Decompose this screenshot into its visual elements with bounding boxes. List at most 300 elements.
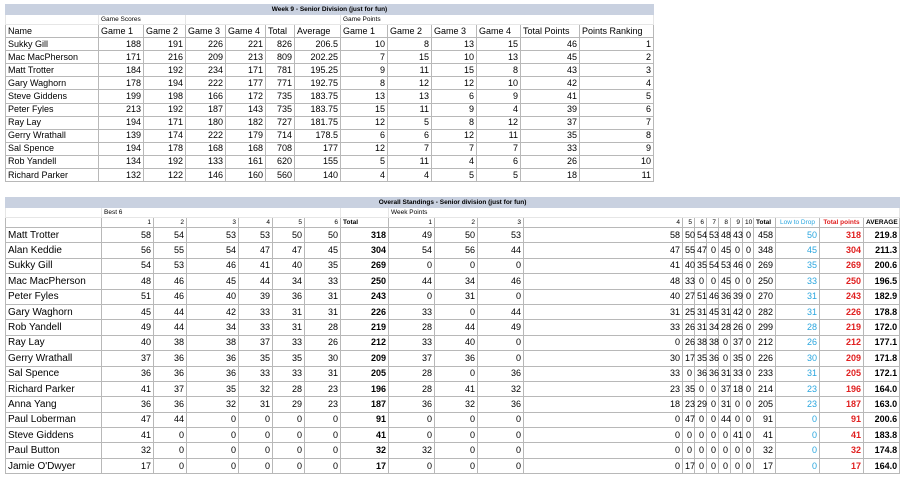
- standings-cell: 270: [754, 289, 776, 304]
- week-cell: 41: [521, 90, 580, 103]
- standings-cell: 183.8: [864, 428, 900, 443]
- standings-cell: 0: [187, 443, 239, 458]
- week-cell: 188: [99, 38, 144, 51]
- week-cell: 187: [186, 103, 226, 116]
- standings-cell: 33: [524, 320, 683, 335]
- standings-cell: 31: [305, 304, 341, 319]
- overall-header-cell: AVERAGE: [864, 218, 900, 228]
- standings-cell: 44: [154, 304, 187, 319]
- overall-header-cell: 4: [239, 218, 273, 228]
- player-name: Steve Giddens: [6, 90, 99, 103]
- overall-header-cell: 2: [154, 218, 187, 228]
- week-cell: 178.5: [295, 129, 341, 142]
- player-name: Peter Fyles: [6, 103, 99, 116]
- standings-cell: 46: [154, 274, 187, 289]
- player-name: Sal Spence: [6, 366, 102, 381]
- standings-cell: 0: [239, 428, 273, 443]
- week-header-cell: Game 2: [144, 25, 186, 38]
- week-cell: 39: [521, 103, 580, 116]
- week-cell: 7: [341, 51, 388, 64]
- standings-cell: 23: [305, 397, 341, 412]
- standings-cell: 0: [683, 428, 695, 443]
- standings-cell: 0: [776, 412, 820, 427]
- standings-cell: 33: [524, 366, 683, 381]
- standings-cell: 55: [683, 243, 695, 258]
- standings-cell: 36: [102, 366, 154, 381]
- week-cell: 168: [226, 142, 266, 155]
- standings-cell: 45: [719, 243, 731, 258]
- standings-cell: 31: [776, 289, 820, 304]
- standings-cell: 0: [743, 458, 754, 473]
- standings-cell: 33: [305, 274, 341, 289]
- week-cell: 192: [144, 155, 186, 168]
- standings-cell: 0: [435, 304, 478, 319]
- standings-cell: 0: [743, 228, 754, 243]
- standings-cell: 36: [187, 366, 239, 381]
- week-cell: 4: [432, 155, 477, 168]
- standings-cell: 31: [305, 366, 341, 381]
- standings-cell: 0: [478, 258, 524, 273]
- standings-cell: 250: [341, 274, 389, 289]
- overall-header-cell: Total: [341, 218, 389, 228]
- standings-cell: 304: [341, 243, 389, 258]
- standings-cell: 40: [273, 258, 305, 273]
- standings-cell: 23: [776, 381, 820, 396]
- week-cell: 7: [580, 116, 654, 129]
- standings-cell: 38: [707, 335, 719, 350]
- week-cell: 35: [521, 129, 580, 142]
- week-row: [6, 116, 654, 129]
- standings-cell: 55: [154, 243, 187, 258]
- overall-header-cell: Total: [754, 218, 776, 228]
- standings-cell: 243: [820, 289, 864, 304]
- overall-header-cell: 3: [187, 218, 239, 228]
- standings-cell: 33: [239, 366, 273, 381]
- standings-cell: 0: [776, 458, 820, 473]
- standings-cell: 33: [389, 335, 435, 350]
- standings-cell: 0: [743, 304, 754, 319]
- week-cell: 12: [432, 77, 477, 90]
- standings-cell: 17: [102, 458, 154, 473]
- standings-row: [6, 335, 900, 350]
- standings-cell: 54: [102, 258, 154, 273]
- standings-cell: 282: [754, 304, 776, 319]
- player-name: Mac MacPherson: [6, 51, 99, 64]
- standings-cell: 0: [154, 428, 187, 443]
- standings-cell: 37: [154, 381, 187, 396]
- player-name: Alan Keddie: [6, 243, 102, 258]
- standings-cell: 36: [154, 366, 187, 381]
- standings-cell: 56: [435, 243, 478, 258]
- standings-cell: 39: [731, 289, 743, 304]
- standings-cell: 53: [478, 228, 524, 243]
- standings-cell: 233: [754, 366, 776, 381]
- standings-cell: 27: [683, 289, 695, 304]
- week-cell: 194: [99, 142, 144, 155]
- standings-cell: 0: [273, 428, 305, 443]
- player-name: Rob Yandell: [6, 320, 102, 335]
- standings-cell: 0: [389, 458, 435, 473]
- standings-cell: 0: [695, 381, 707, 396]
- standings-cell: 45: [102, 304, 154, 319]
- player-name: Peter Fyles: [6, 289, 102, 304]
- week-cell: 26: [521, 155, 580, 168]
- standings-cell: 41: [102, 381, 154, 396]
- standings-cell: 219: [341, 320, 389, 335]
- standings-cell: 33: [776, 274, 820, 289]
- standings-cell: 50: [305, 228, 341, 243]
- standings-cell: 0: [743, 289, 754, 304]
- standings-cell: 33: [239, 304, 273, 319]
- standings-cell: 212: [754, 335, 776, 350]
- standings-cell: 31: [776, 304, 820, 319]
- week-header-cell: Game 2: [388, 25, 432, 38]
- standings-cell: 211.3: [864, 243, 900, 258]
- week-cell: 11: [388, 155, 432, 168]
- week-cell: 222: [186, 77, 226, 90]
- week-cell: 6: [341, 129, 388, 142]
- week-cell: 5: [580, 90, 654, 103]
- standings-cell: 0: [719, 458, 731, 473]
- week-cell: 12: [341, 116, 388, 129]
- standings-cell: 0: [305, 443, 341, 458]
- week-cell: 11: [388, 64, 432, 77]
- standings-cell: 0: [305, 458, 341, 473]
- standings-cell: 0: [524, 335, 683, 350]
- week-cell: 180: [186, 116, 226, 129]
- standings-cell: 36: [273, 289, 305, 304]
- standings-cell: 0: [743, 243, 754, 258]
- standings-cell: 196.5: [864, 274, 900, 289]
- standings-cell: 196: [820, 381, 864, 396]
- standings-cell: 36: [478, 397, 524, 412]
- standings-cell: 37: [719, 381, 731, 396]
- standings-cell: 0: [273, 412, 305, 427]
- player-name: Rob Yandell: [6, 155, 99, 168]
- standings-cell: 0: [683, 443, 695, 458]
- standings-cell: 31: [719, 366, 731, 381]
- standings-cell: 34: [187, 320, 239, 335]
- week-cell: 735: [266, 103, 295, 116]
- standings-cell: 35: [695, 351, 707, 366]
- standings-row: [6, 258, 900, 273]
- standings-cell: 177.1: [864, 335, 900, 350]
- player-name: Richard Parker: [6, 381, 102, 396]
- week-points-group-label: Week Points: [389, 208, 900, 218]
- standings-cell: 47: [524, 243, 683, 258]
- standings-cell: 33: [273, 335, 305, 350]
- standings-cell: 28: [273, 381, 305, 396]
- standings-cell: 0: [187, 458, 239, 473]
- standings-cell: 32: [102, 443, 154, 458]
- week-cell: 181.75: [295, 116, 341, 129]
- player-name: Mac MacPherson: [6, 274, 102, 289]
- standings-cell: 0: [707, 443, 719, 458]
- standings-cell: 36: [478, 366, 524, 381]
- standings-cell: 32: [187, 397, 239, 412]
- week-cell: 184: [99, 64, 144, 77]
- standings-cell: 0: [776, 443, 820, 458]
- player-name: Paul Button: [6, 443, 102, 458]
- standings-cell: 40: [187, 289, 239, 304]
- week-cell: 179: [226, 129, 266, 142]
- week-cell: 708: [266, 142, 295, 155]
- best6-group-label: Best 6: [102, 208, 341, 218]
- overall-header-cell: 6: [695, 218, 707, 228]
- standings-cell: 38: [695, 335, 707, 350]
- standings-cell: 0: [707, 243, 719, 258]
- week-cell: 620: [266, 155, 295, 168]
- standings-cell: 35: [239, 351, 273, 366]
- game-points-group-label: Game Points: [341, 15, 654, 25]
- standings-cell: 0: [719, 428, 731, 443]
- week-cell: 4: [477, 103, 521, 116]
- week-cell: 11: [580, 169, 654, 182]
- standings-cell: 32: [820, 443, 864, 458]
- standings-cell: 33: [683, 274, 695, 289]
- week-cell: 9: [580, 142, 654, 155]
- week-cell: 172: [226, 90, 266, 103]
- standings-cell: 32: [435, 397, 478, 412]
- standings-cell: 25: [683, 304, 695, 319]
- player-name: Gary Waghorn: [6, 77, 99, 90]
- player-name: Anna Yang: [6, 397, 102, 412]
- standings-cell: 250: [754, 274, 776, 289]
- overall-header-cell: 3: [478, 218, 524, 228]
- week-cell: 809: [266, 51, 295, 64]
- week-cell: 213: [99, 103, 144, 116]
- overall-header-cell: 6: [305, 218, 341, 228]
- standings-cell: 54: [187, 243, 239, 258]
- standings-cell: 32: [389, 443, 435, 458]
- standings-cell: 0: [731, 443, 743, 458]
- standings-cell: 45: [707, 304, 719, 319]
- standings-cell: 35: [305, 258, 341, 273]
- week-cell: 122: [144, 169, 186, 182]
- standings-cell: 53: [239, 228, 273, 243]
- standings-cell: 32: [341, 443, 389, 458]
- overall-header-cell: 5: [273, 218, 305, 228]
- week-row: [6, 77, 654, 90]
- standings-cell: 51: [102, 289, 154, 304]
- week-cell: 5: [477, 169, 521, 182]
- standings-cell: 58: [102, 228, 154, 243]
- standings-cell: 44: [154, 320, 187, 335]
- standings-cell: 0: [435, 428, 478, 443]
- week-cell: 192: [144, 103, 186, 116]
- standings-cell: 17: [683, 458, 695, 473]
- week-header-cell: Total: [266, 25, 295, 38]
- week-cell: 5: [341, 155, 388, 168]
- standings-cell: 44: [478, 304, 524, 319]
- standings-cell: 47: [239, 243, 273, 258]
- standings-cell: 0: [478, 351, 524, 366]
- week-cell: 133: [186, 155, 226, 168]
- week-cell: 134: [99, 155, 144, 168]
- standings-cell: 36: [707, 351, 719, 366]
- standings-cell: 0: [719, 335, 731, 350]
- standings-cell: 0: [524, 458, 683, 473]
- standings-cell: 212: [341, 335, 389, 350]
- week-cell: 194: [99, 116, 144, 129]
- week-row: [6, 142, 654, 155]
- standings-cell: 36: [719, 289, 731, 304]
- standings-cell: 45: [719, 274, 731, 289]
- week9-title: Week 9 - Senior Division (just for fun): [6, 5, 654, 15]
- standings-cell: 31: [239, 397, 273, 412]
- standings-cell: 36: [389, 397, 435, 412]
- standings-cell: 458: [754, 228, 776, 243]
- standings-cell: 54: [389, 243, 435, 258]
- standings-cell: 91: [341, 412, 389, 427]
- week-header-cell: Game 4: [226, 25, 266, 38]
- week-cell: 13: [477, 51, 521, 64]
- week-cell: 234: [186, 64, 226, 77]
- week-cell: 18: [521, 169, 580, 182]
- standings-cell: 51: [695, 289, 707, 304]
- week-cell: 560: [266, 169, 295, 182]
- standings-cell: 0: [239, 412, 273, 427]
- week-cell: 178: [99, 77, 144, 90]
- week-cell: 202.25: [295, 51, 341, 64]
- standings-cell: 0: [731, 412, 743, 427]
- week-cell: 199: [99, 90, 144, 103]
- overall-header-cell: 2: [435, 218, 478, 228]
- week-cell: 15: [388, 51, 432, 64]
- standings-cell: 0: [435, 458, 478, 473]
- standings-row: [6, 289, 900, 304]
- week-cell: 735: [266, 90, 295, 103]
- standings-cell: 53: [154, 258, 187, 273]
- standings-cell: 41: [435, 381, 478, 396]
- standings-cell: 50: [273, 228, 305, 243]
- week-cell: 33: [521, 142, 580, 155]
- standings-cell: 35: [187, 381, 239, 396]
- standings-cell: 219: [820, 320, 864, 335]
- standings-cell: 0: [743, 335, 754, 350]
- standings-cell: 31: [524, 304, 683, 319]
- player-name: Jamie O'Dwyer: [6, 458, 102, 473]
- standings-cell: 30: [524, 351, 683, 366]
- standings-cell: 17: [683, 351, 695, 366]
- standings-cell: 0: [695, 458, 707, 473]
- standings-cell: 212: [820, 335, 864, 350]
- standings-cell: 174.8: [864, 443, 900, 458]
- week-row: [6, 155, 654, 168]
- standings-cell: 31: [719, 397, 731, 412]
- week-cell: 12: [341, 142, 388, 155]
- standings-cell: 23: [524, 381, 683, 396]
- standings-cell: 31: [273, 304, 305, 319]
- week-cell: 9: [432, 103, 477, 116]
- standings-cell: 44: [389, 274, 435, 289]
- standings-cell: 49: [478, 320, 524, 335]
- standings-cell: 26: [683, 320, 695, 335]
- overall-header-cell: 4: [524, 218, 683, 228]
- standings-row: [6, 304, 900, 319]
- week-cell: 826: [266, 38, 295, 51]
- standings-cell: 50: [435, 228, 478, 243]
- overall-header-cell: 8: [719, 218, 731, 228]
- player-name: Ray Lay: [6, 335, 102, 350]
- week-cell: 9: [477, 90, 521, 103]
- standings-cell: 35: [695, 258, 707, 273]
- standings-cell: 36: [695, 366, 707, 381]
- week-row: [6, 51, 654, 64]
- standings-cell: 209: [341, 351, 389, 366]
- week-cell: 10: [341, 38, 388, 51]
- standings-cell: 17: [754, 458, 776, 473]
- standings-row: [6, 366, 900, 381]
- standings-cell: 31: [695, 320, 707, 335]
- week-cell: 46: [521, 38, 580, 51]
- week-cell: 195.25: [295, 64, 341, 77]
- standings-cell: 0: [743, 274, 754, 289]
- standings-cell: 200.6: [864, 412, 900, 427]
- standings-cell: 23: [305, 381, 341, 396]
- standings-cell: 40: [683, 258, 695, 273]
- week-cell: 727: [266, 116, 295, 129]
- week-cell: 171: [99, 51, 144, 64]
- standings-row: [6, 397, 900, 412]
- standings-cell: 23: [776, 397, 820, 412]
- player-name: Paul Loberman: [6, 412, 102, 427]
- week-cell: 6: [580, 103, 654, 116]
- week-cell: 11: [477, 129, 521, 142]
- week-cell: 10: [432, 51, 477, 64]
- standings-cell: 36: [154, 397, 187, 412]
- standings-row: [6, 412, 900, 427]
- standings-cell: 0: [478, 289, 524, 304]
- player-name: Gerry Wrathall: [6, 129, 99, 142]
- week-cell: 161: [226, 155, 266, 168]
- standings-cell: 205: [341, 366, 389, 381]
- standings-cell: 41: [754, 428, 776, 443]
- standings-cell: 45: [776, 243, 820, 258]
- standings-cell: 0: [478, 412, 524, 427]
- standings-cell: 0: [273, 458, 305, 473]
- standings-cell: 48: [524, 274, 683, 289]
- standings-cell: 26: [305, 335, 341, 350]
- standings-cell: 17: [341, 458, 389, 473]
- player-name: Gerry Wrathall: [6, 351, 102, 366]
- standings-cell: 46: [478, 274, 524, 289]
- standings-cell: 250: [820, 274, 864, 289]
- week-header-cell: Points Ranking: [580, 25, 654, 38]
- standings-cell: 44: [435, 320, 478, 335]
- week-cell: 160: [226, 169, 266, 182]
- standings-cell: 18: [731, 381, 743, 396]
- standings-cell: 0: [478, 443, 524, 458]
- standings-cell: 34: [707, 320, 719, 335]
- player-name: Sukky Gill: [6, 38, 99, 51]
- standings-cell: 23: [683, 397, 695, 412]
- week-header-cell: Total Points: [521, 25, 580, 38]
- week-row: [6, 64, 654, 77]
- standings-cell: 0: [239, 443, 273, 458]
- standings-cell: 0: [389, 289, 435, 304]
- standings-cell: 18: [524, 397, 683, 412]
- week-row: [6, 38, 654, 51]
- standings-cell: 0: [435, 366, 478, 381]
- standings-cell: 28: [389, 366, 435, 381]
- week-cell: 171: [144, 116, 186, 129]
- week-cell: 37: [521, 116, 580, 129]
- overall-header-cell: Total points: [820, 218, 864, 228]
- standings-row: [6, 320, 900, 335]
- week-cell: 781: [266, 64, 295, 77]
- standings-cell: 35: [731, 351, 743, 366]
